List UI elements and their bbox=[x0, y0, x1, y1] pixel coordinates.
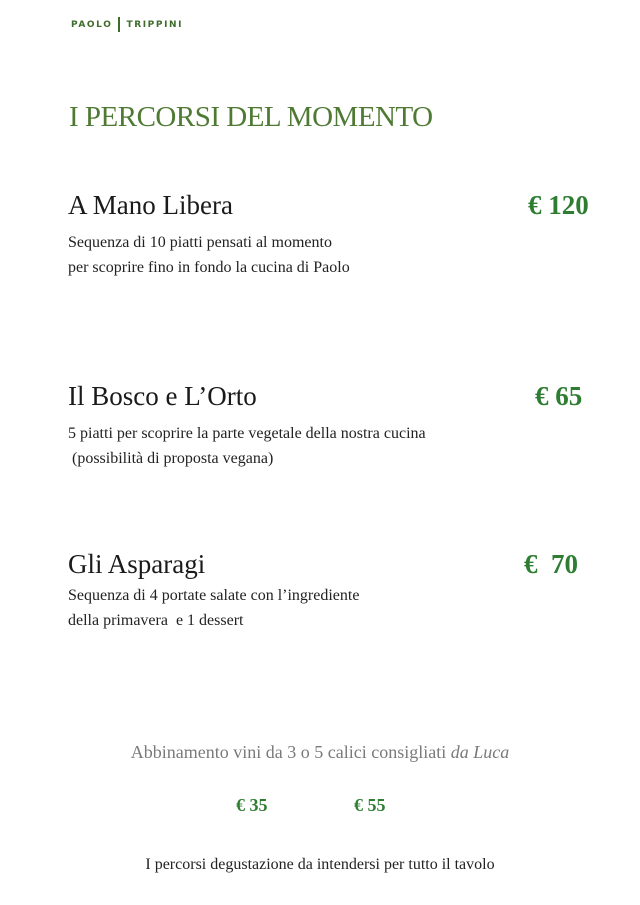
menu-item-price: € 120 bbox=[528, 190, 589, 220]
page-title: I PERCORSI DEL MOMENTO bbox=[69, 101, 433, 133]
brand-logo bbox=[71, 17, 183, 32]
menu-item-price: € 70 bbox=[524, 549, 578, 579]
wine-pairing-sommelier: da Luca bbox=[450, 742, 510, 762]
menu-item-name: Il Bosco e L’Orto bbox=[68, 381, 257, 411]
menu-item-name: Gli Asparagi bbox=[68, 549, 206, 579]
menu-item-description bbox=[68, 421, 426, 471]
logo-last-name: TRIPPINI bbox=[126, 19, 184, 30]
menu-item-description bbox=[68, 583, 359, 633]
menu-item-price: € 65 bbox=[535, 381, 583, 411]
description-line: Sequenza di 4 portate salate con l’ingrediente bbox=[68, 587, 360, 604]
wine-pairing bbox=[0, 742, 640, 763]
logo-first-name: PAOLO bbox=[71, 19, 113, 30]
wine-price-3: € 35 bbox=[236, 795, 268, 815]
menu-item-name: A Mano Libera bbox=[68, 190, 233, 220]
description-line: 5 piatti per scoprire la parte vegetale della nostra cucina bbox=[68, 425, 426, 442]
description-line: (possibilità di proposta vegana) bbox=[68, 450, 274, 467]
description-line: della primavera e 1 dessert bbox=[68, 612, 244, 629]
description-line: per scoprire fino in fondo la cucina di Paolo bbox=[68, 259, 350, 276]
wine-price-5: € 55 bbox=[354, 795, 386, 815]
logo-divider bbox=[118, 17, 120, 32]
table-note: I percorsi degustazione da intendersi per tutto il tavolo bbox=[145, 856, 495, 873]
wine-pairing-text: Abbinamento vini da 3 o 5 calici consigliati bbox=[130, 742, 451, 762]
description-line: Sequenza di 10 piatti pensati al momento bbox=[68, 234, 332, 251]
menu-item-description bbox=[68, 230, 350, 280]
